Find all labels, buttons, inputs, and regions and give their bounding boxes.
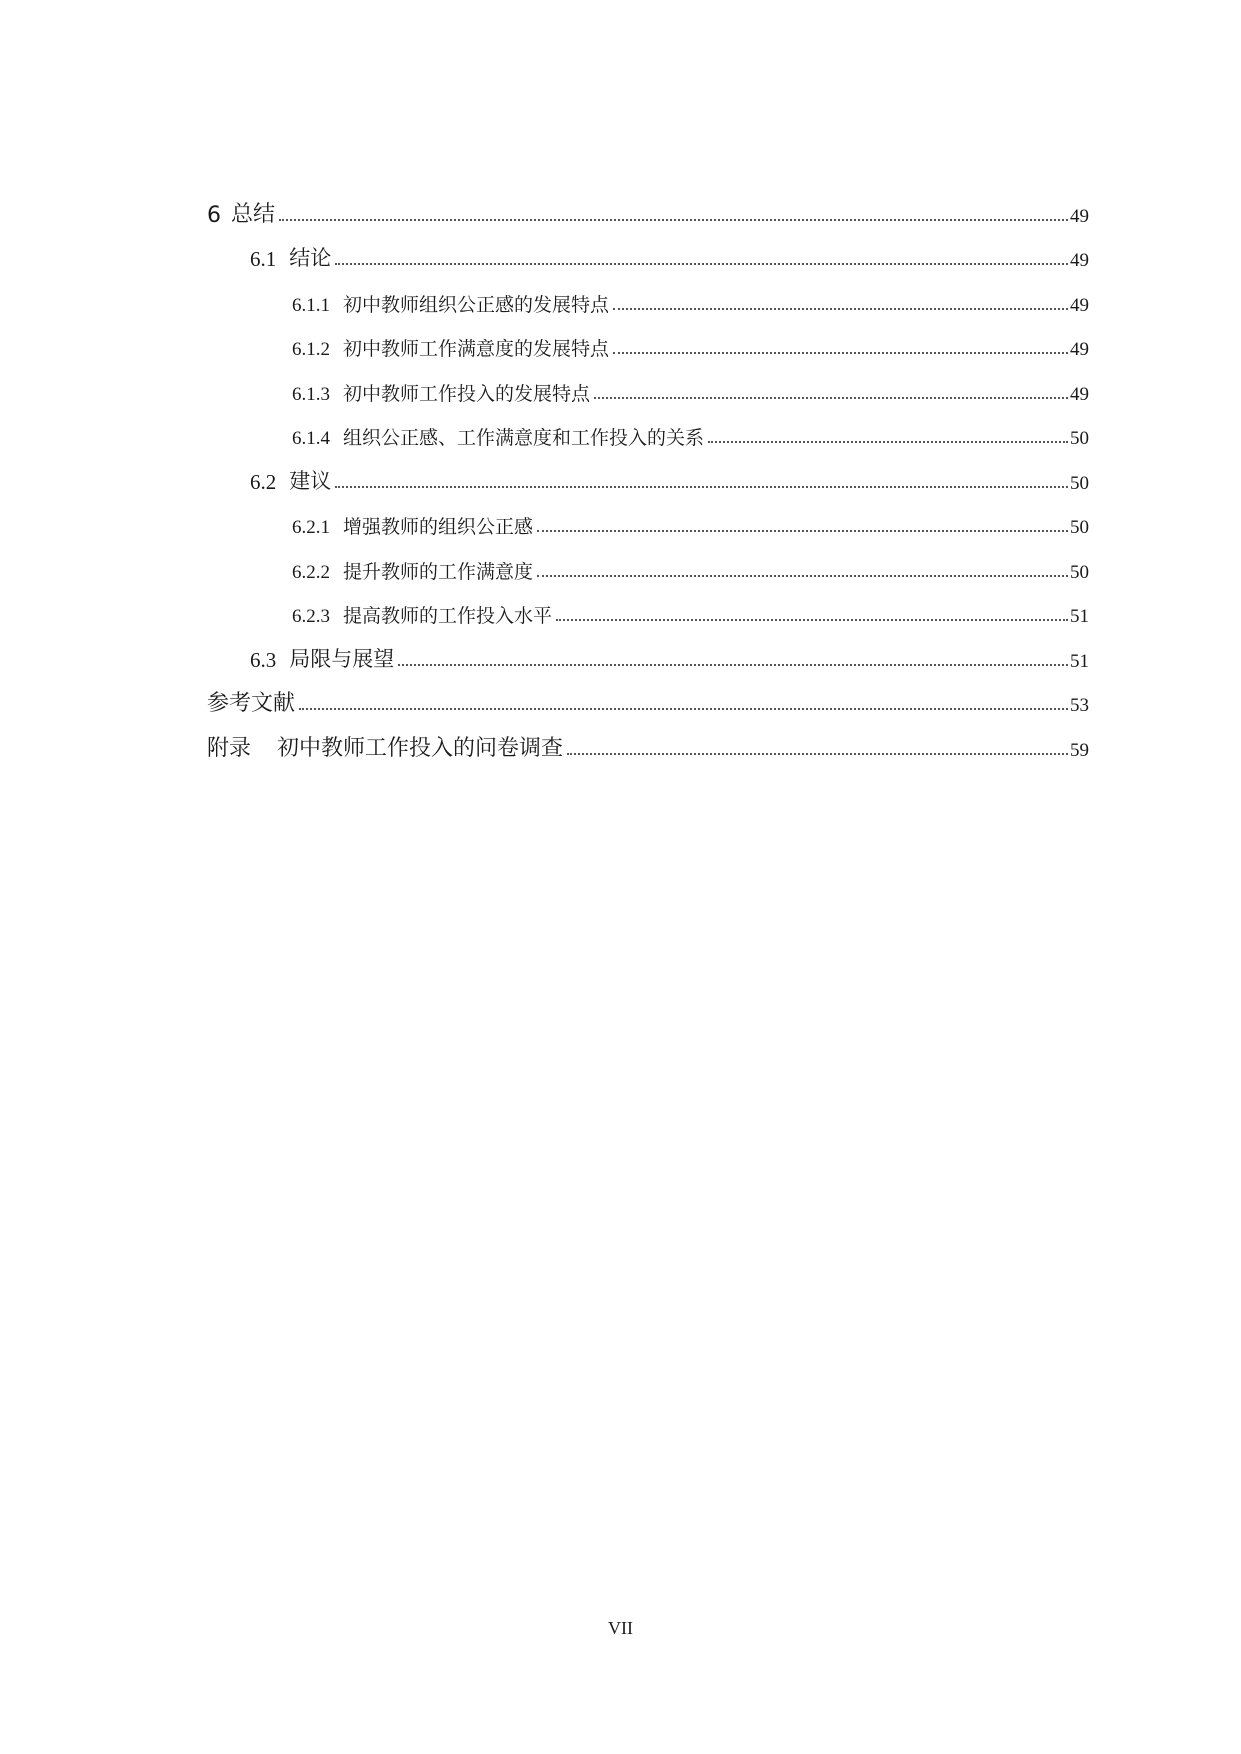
toc-entry-6-2[interactable] [207, 450, 1089, 495]
toc-entry-number: 6.3 [250, 647, 277, 672]
toc-entry-number: 6.1 [250, 247, 277, 271]
toc-entry-page: 51 [1070, 606, 1089, 627]
toc-entry-6-1-3[interactable] [207, 361, 1089, 406]
toc-entry-page: 49 [1070, 250, 1089, 271]
toc-leader-dots [299, 708, 1068, 710]
toc-entry-6-2-1[interactable] [207, 495, 1089, 540]
toc-entry-title: 提升教师的工作满意度 [343, 560, 534, 583]
toc-leader-dots [613, 352, 1068, 354]
toc-entry-page: 50 [1070, 472, 1089, 494]
toc-entry-6-2-2[interactable] [207, 539, 1089, 584]
toc-entry-title: 初中教师工作投入的发展特点 [343, 382, 591, 405]
toc-leader-dots [537, 575, 1068, 577]
toc-entry-6-1[interactable] [207, 228, 1089, 273]
toc-entry-number: 6.2.2 [292, 561, 330, 583]
toc-entry-title: 建议 [289, 468, 332, 493]
toc-leader-dots [335, 486, 1068, 488]
toc-entry-title: 提高教师的工作投入水平 [343, 605, 553, 627]
toc-entry-appendix[interactable] [207, 717, 1089, 762]
toc-entry-6-2-3[interactable] [207, 584, 1089, 629]
toc-entry-6-1-2[interactable] [207, 317, 1089, 362]
toc-entry-title: 总结 [231, 201, 276, 227]
toc-entry-number: 6 [207, 202, 221, 228]
toc-entry-number: 6.1.3 [292, 383, 330, 405]
toc-entry-6-1-4[interactable] [207, 406, 1089, 451]
toc-entry-number: 6.1.1 [292, 294, 330, 316]
toc-entry-title: 结论 [289, 246, 332, 270]
toc-entry-title: 参考文献 [207, 691, 296, 716]
toc-leader-dots [398, 664, 1068, 666]
toc-leader-dots [279, 219, 1068, 221]
toc-entry-title: 初中教师组织公正感的发展特点 [343, 293, 610, 316]
toc-leader-dots [567, 753, 1068, 755]
toc-entry-number: 6.2 [250, 469, 277, 494]
toc-entry-page: 51 [1070, 650, 1089, 672]
toc-entry-number: 6.1.4 [292, 428, 330, 449]
toc-leader-dots [537, 530, 1068, 532]
toc-entry-6-3[interactable] [207, 628, 1089, 673]
toc-entry-number: 6.2.3 [292, 606, 330, 627]
toc-entry-number: 6.1.2 [292, 339, 330, 360]
toc-entry-page: 50 [1070, 428, 1089, 449]
toc-leader-dots [335, 263, 1068, 265]
toc-entry-page: 49 [1070, 383, 1089, 405]
toc-entry-title: 组织公正感、工作满意度和工作投入的关系 [343, 427, 705, 449]
toc-leader-dots [613, 308, 1068, 310]
toc-leader-dots [594, 397, 1068, 399]
toc-entry-references[interactable] [207, 673, 1089, 718]
toc-entry-title: 局限与展望 [289, 646, 395, 671]
toc-entry-6-1-1[interactable] [207, 272, 1089, 317]
toc-entry-page: 50 [1070, 517, 1089, 538]
toc-entry-page: 49 [1070, 294, 1089, 316]
toc-entry-title: 初中教师工作满意度的发展特点 [343, 338, 610, 360]
toc-entry-page: 50 [1070, 561, 1089, 583]
toc-entry-page: 53 [1070, 695, 1089, 716]
toc-leader-dots [708, 441, 1068, 443]
toc-entry-page: 49 [1070, 339, 1089, 360]
toc-entry-title: 增强教师的组织公正感 [343, 516, 534, 538]
toc-entry-number: 附录 [207, 735, 252, 761]
toc-entry-number: 6.2.1 [292, 517, 330, 538]
toc-entry-page: 49 [1070, 205, 1089, 227]
table-of-contents [207, 183, 1089, 762]
toc-entry-page: 59 [1070, 739, 1089, 761]
toc-entry-title: 初中教师工作投入的问卷调查 [277, 735, 564, 761]
toc-entry-chapter-6[interactable] [207, 183, 1089, 228]
toc-leader-dots [556, 619, 1068, 621]
page-number: VII [608, 1618, 633, 1638]
